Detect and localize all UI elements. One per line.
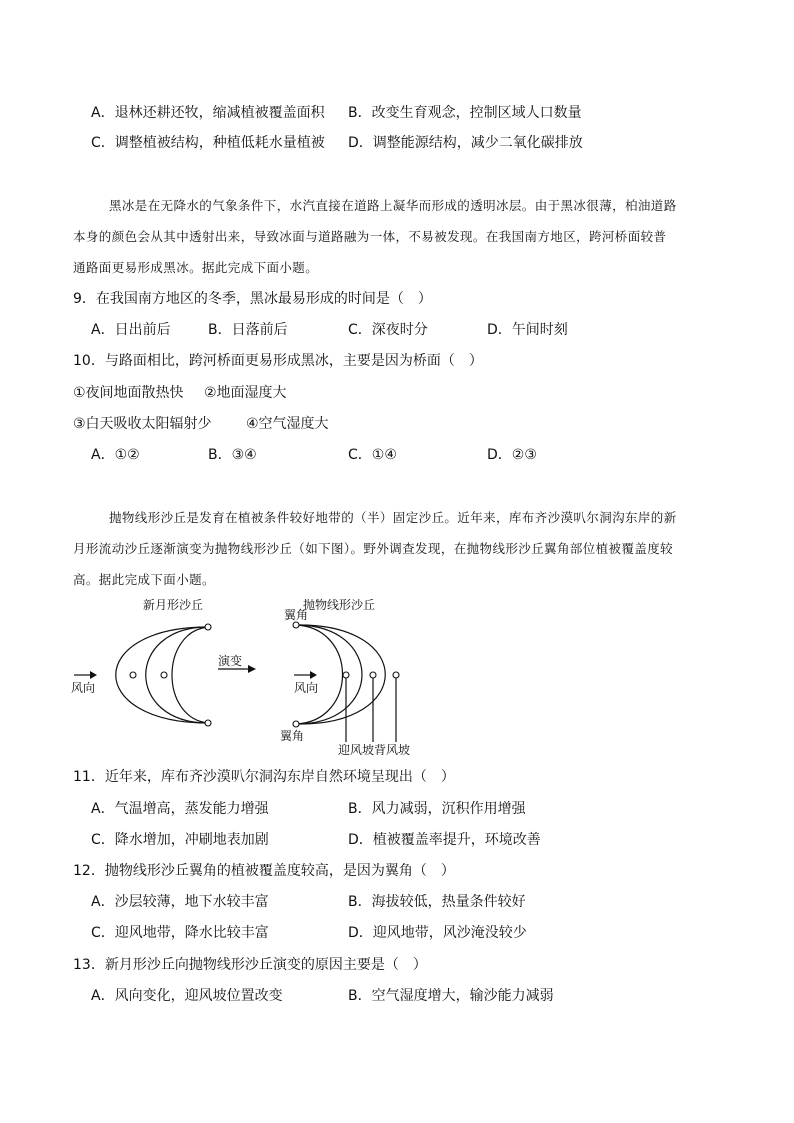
- wing-label-top: 翼角: [284, 608, 309, 622]
- q12-stem: 12．抛物线形沙丘翼角的植被覆盖度较高，是因为翼角（ ）: [73, 863, 455, 879]
- passage2-line-1: 抛物线形沙丘是发育在植被条件较好地带的（半）固定沙丘。近年来，库布齐沙漠叭尔洞沟东岸的新: [109, 510, 677, 525]
- slope-labels: 迎风坡背风坡: [338, 743, 411, 757]
- q8-option-c: C．调整植被结构，种植低耗水量植被: [91, 135, 325, 151]
- q10-option-a: A．①②: [91, 447, 140, 463]
- q10-option-c: C．①④: [348, 447, 397, 463]
- q12-option-a: A．沙层较薄，地下水较丰富: [91, 894, 269, 910]
- wind-arrow-left-head: [90, 671, 97, 679]
- q8-option-b: B．改变生育观念，控制区域人口数量: [348, 105, 582, 121]
- parabolic-point-2: [370, 672, 376, 678]
- parabolic-title: 抛物线形沙丘: [303, 598, 376, 612]
- q9-option-a: A．日出前后: [91, 322, 171, 338]
- wind-label-right: 风向: [294, 681, 319, 695]
- q13-stem: 13．新月形沙丘向抛物线形沙丘演变的原因主要是（ ）: [73, 957, 427, 973]
- wind-label-left: 风向: [71, 681, 96, 695]
- parabolic-wing-bottom: [293, 721, 299, 727]
- dune-evolution-figure: [60, 592, 440, 762]
- passage1-line-2: 本身的颜色会从其中透射出来，导致冰面与道路融为一体，不易被发现。在我国南方地区，跨河桥面较普: [73, 229, 667, 244]
- q10-statement-2: ②地面湿度大: [204, 385, 287, 401]
- q10-statement-3: ③白天吸收太阳辐射少: [73, 416, 212, 432]
- passage2-line-2: 月形流动沙丘逐渐演变为抛物线形沙丘（如下图）。野外调查发现，在抛物线形沙丘翼角部位植被覆盖度较: [73, 541, 674, 556]
- barchan-crest-point: [130, 672, 136, 678]
- q8-option-a: A．退林还耕还牧，缩减植被覆盖面积: [91, 105, 325, 121]
- q9-option-c: C．深夜时分: [348, 322, 428, 338]
- q8-option-d: D．调整能源结构，减少二氧化碳排放: [348, 135, 583, 151]
- q9-stem: 9．在我国南方地区的冬季，黑冰最易形成的时间是（ ）: [73, 291, 432, 307]
- barchan-horn-top: [205, 624, 211, 630]
- q11-option-a: A．气温增高，蒸发能力增强: [91, 801, 269, 817]
- q10-stem: 10．与路面相比，跨河桥面更易形成黑冰，主要是因为桥面（ ）: [73, 353, 483, 369]
- q10-option-d: D．②③: [487, 447, 537, 463]
- q13-option-a: A．风向变化，迎风坡位置改变: [91, 988, 283, 1004]
- passage2-line-3: 高。据此完成下面小题。: [73, 572, 215, 587]
- q11-stem: 11．近年来，库布齐沙漠叭尔洞沟东岸自然环境呈现出（ ）: [73, 769, 455, 785]
- parabolic-point-1: [343, 672, 349, 678]
- q10-statement-1: ①夜间地面散热快: [73, 385, 184, 401]
- wing-label-bottom: 翼角: [280, 729, 305, 743]
- wind-arrow-right-head: [310, 671, 317, 679]
- q13-option-b: B．空气湿度增大，输沙能力减弱: [348, 988, 554, 1004]
- parabolic-point-3: [393, 672, 399, 678]
- q12-option-c: C．迎风地带，降水比较丰富: [91, 925, 269, 941]
- evolve-arrow-head: [248, 665, 256, 673]
- barchan-middle-curve: [146, 627, 208, 723]
- q12-option-b: B．海拔较低，热量条件较好: [348, 894, 526, 910]
- barchan-horn-bottom: [205, 720, 211, 726]
- q11-option-d: D．植被覆盖率提升，环境改善: [348, 832, 541, 848]
- q10-option-b: B．③④: [208, 447, 257, 463]
- parabolic-wing-top: [293, 622, 299, 628]
- q11-option-b: B．风力减弱，沉积作用增强: [348, 801, 526, 817]
- barchan-mid-point: [161, 672, 167, 678]
- barchan-title: 新月形沙丘: [143, 598, 204, 612]
- q9-option-d: D．午间时刻: [487, 322, 568, 338]
- q12-option-d: D．迎风地带，风沙淹没较少: [348, 925, 527, 941]
- q11-option-c: C．降水增加，冲刷地表加剧: [91, 832, 269, 848]
- q10-statement-4: ④空气湿度大: [246, 416, 329, 432]
- barchan-inner-curve: [172, 627, 208, 723]
- passage1-line-1: 黑冰是在无降水的气象条件下，水汽直接在道路上凝华而形成的透明冰层。由于黑冰很薄，柏油道路: [109, 198, 677, 213]
- q9-option-b: B．日落前后: [208, 322, 288, 338]
- evolve-label: 演变: [218, 654, 243, 668]
- passage1-line-3: 通路面更易形成黑冰。据此完成下面小题。: [73, 260, 319, 275]
